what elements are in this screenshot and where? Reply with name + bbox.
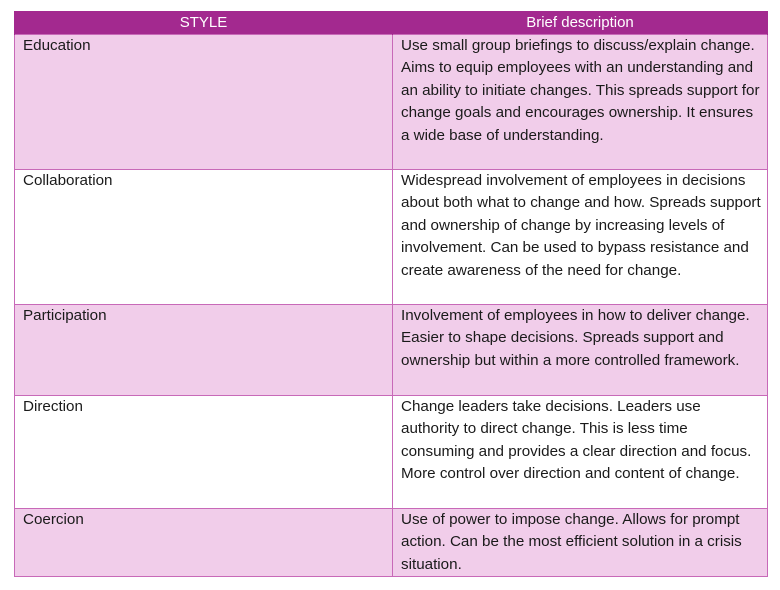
table-row <box>15 509 768 577</box>
style-cell: Coercion <box>15 509 393 577</box>
style-cell: Collaboration <box>15 170 393 305</box>
table-row <box>15 396 768 509</box>
description-cell: Widespread involvement of employees in decisions about both what to change and how. Spreads support and ownership of change by increasing levels of involvement. Can be used to bypass resistance and create awareness of the need for change. <box>393 170 768 305</box>
change-styles-table <box>14 11 768 577</box>
table-row <box>15 305 768 396</box>
table-row <box>15 170 768 305</box>
header-style: STYLE <box>15 11 393 35</box>
description-cell: Involvement of employees in how to deliver change. Easier to shape decisions. Spreads support and ownership but within a more controlled framework. <box>393 305 768 396</box>
table-header-row <box>15 11 768 35</box>
description-cell: Use of power to impose change. Allows for prompt action. Can be the most efficient solution in a crisis situation. <box>393 509 768 577</box>
style-cell: Education <box>15 35 393 170</box>
style-cell: Direction <box>15 396 393 509</box>
description-cell: Use small group briefings to discuss/explain change. Aims to equip employees with an understanding and an ability to initiate changes. This spreads support for change goals and encourages ownership. It ensures a wide base of understanding. <box>393 35 768 170</box>
header-brief-description: Brief description <box>393 11 768 35</box>
description-cell: Change leaders take decisions. Leaders use authority to direct change. This is less time consuming and provides a clear direction and focus. More control over direction and content of change. <box>393 396 768 509</box>
table-row <box>15 35 768 170</box>
style-cell: Participation <box>15 305 393 396</box>
